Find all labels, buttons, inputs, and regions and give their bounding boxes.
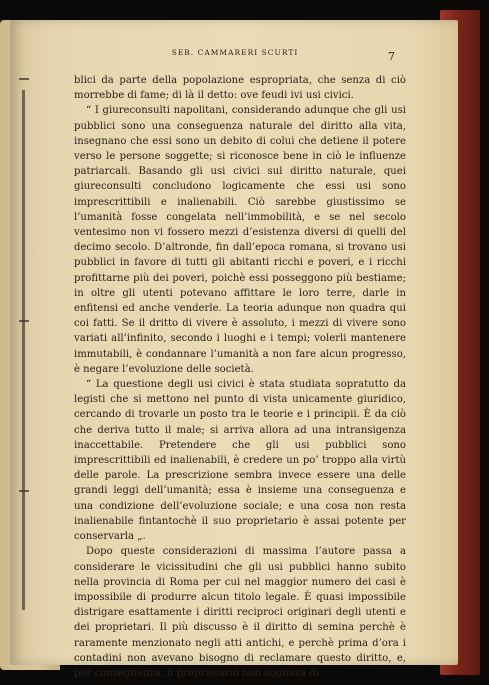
gutter-mark — [19, 78, 29, 80]
gutter-mark — [19, 490, 29, 492]
running-title: SEB. CAMMARERI SCURTI — [171, 48, 299, 57]
paragraph-3: “ La questione degli usi civici è stata studiata sopratutto da legisti che si mettono nel punto di vista unicamente giuridico, cercando di trovarle un posto tra le teorie e i principii. È da ciò che deriva tutto il male; si arriva allora ad una intransigenza inaccettabile. Pretendere che gli usi pubblici sono imprescrittibili ed inalienabili, è credere un po’ troppo alla virtù delle parole. La prescrizione sembra invece essere una delle grandi leggi dell’umanità; essa è insieme una conseguenza e una condizione dell’evoluzione sociale; e una cosa non resta inalienabile fintantochè il suo proprietario è assai potente per conservarla „. — [74, 379, 406, 543]
gutter-mark — [19, 320, 29, 322]
page-number: 7 — [388, 50, 395, 63]
body-text — [74, 73, 406, 681]
paragraph-4: Dopo queste considerazioni di massima l’autore passa a considerare le vicissitudini che gli usi pubblici hanno subito nella provincia di Roma per cui nel maggior numero dei casi è impossibile di produrre alcun titolo legale. È quasi impossibile distrigare esattamente i diritti reciproci originari degli utenti e dei proprietari. Il più discusso è il diritto di semina perchè è raramente menzionato negli atti antichi, e perchè prima d’ora i contadini non avevano bisogno di reclamare questo diritto, e, per conseguenza, il proprietario non sognava di — [74, 546, 406, 679]
gutter-shadow — [22, 90, 25, 610]
paragraph-2: “ I giureconsulti napolitani, considerando adunque che gli usi pubblici sono una conseguenza naturale del diritto alla vita, insegnano che essi sono un debito di colui che detiene il potere verso le persone soggette; si riconosce bene in ciò le influenze patriarcali. Basando gli usi civici sul diritto naturale, quei giureconsulti concludono logicamente che essi usi sono imprescrittibili e inalienabili. Ciò sarebbe giustissimo se l’umanità fosse congelata nell’immobilità, e se nel secolo ventesimo non vi fossero mezzi d’esistenza diversi di quelli del decimo secolo. D’altronde, fin dall’epoca romana, si trovano usi pubblici in favore di tutti gli abitanti ricchi e poveri, e i ricchi profittarne più dei poveri, poichè essi posseggono più bestiame; in oltre gli utenti potevano affittare le loro terre, darle in enfitensi ed anche venderle. La teoria adunque non quadra qui coi fatti. Se il dritto di vivere è assoluto, i mezzi di vivere sono variati all’infinito, secondo i luoghi e i tempi; volerli mantenere immutabili, è condannare l’umanità a non fare alcun progresso, è negare l’evoluzione delle società. — [74, 105, 406, 375]
paragraph-1: blici da parte della popolazione espropriata, che senza di ciò morrebbe di fame; di là il detto: ove feudi ivi usi civici. — [74, 75, 406, 102]
